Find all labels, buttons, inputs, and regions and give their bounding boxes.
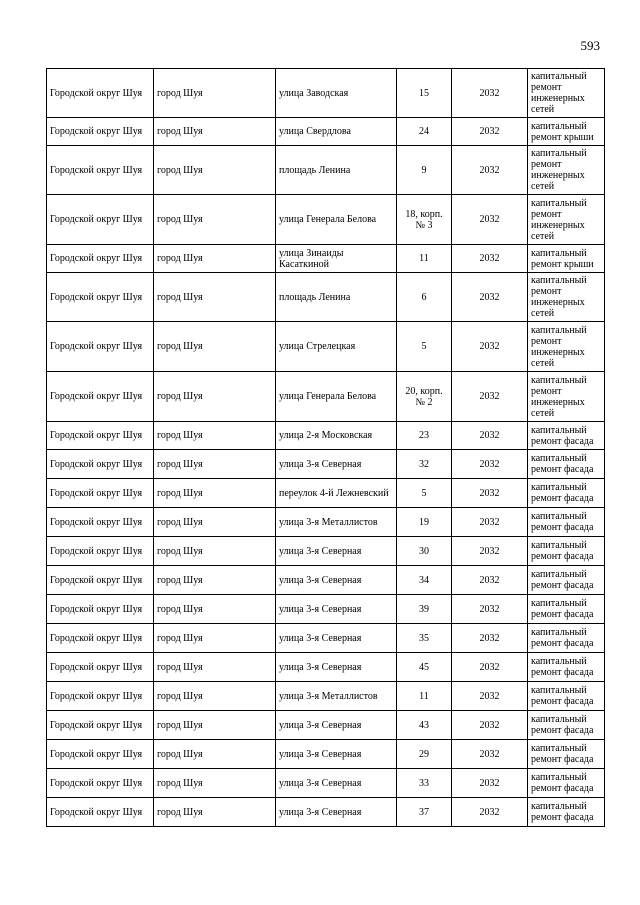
table-row	[47, 711, 605, 740]
table-row	[47, 740, 605, 769]
locality-cell: город Шуя	[154, 479, 276, 508]
work-type-cell: капитальный ремонт фасада	[528, 537, 605, 566]
locality-cell: город Шуя	[154, 450, 276, 479]
table-row	[47, 624, 605, 653]
year-cell: 2032	[452, 740, 528, 769]
district-cell: Городской округ Шуя	[47, 711, 154, 740]
locality-cell: город Шуя	[154, 118, 276, 146]
work-type-cell: капитальный ремонт крыши	[528, 118, 605, 146]
house-number-cell: 23	[397, 422, 452, 450]
locality-cell: город Шуя	[154, 740, 276, 769]
table-row	[47, 566, 605, 595]
year-cell: 2032	[452, 372, 528, 422]
street-cell: улица 2-я Московская	[276, 422, 397, 450]
street-cell: улица 3-я Северная	[276, 624, 397, 653]
table-row	[47, 69, 605, 118]
year-cell: 2032	[452, 566, 528, 595]
district-cell: Городской округ Шуя	[47, 595, 154, 624]
work-type-cell: капитальный ремонт фасада	[528, 422, 605, 450]
street-cell: улица 3-я Северная	[276, 769, 397, 798]
house-number-cell: 19	[397, 508, 452, 537]
street-cell: улица 3-я Северная	[276, 595, 397, 624]
street-cell: площадь Ленина	[276, 146, 397, 195]
house-number-cell: 5	[397, 322, 452, 372]
district-cell: Городской округ Шуя	[47, 479, 154, 508]
year-cell: 2032	[452, 508, 528, 537]
work-type-cell: капитальный ремонт фасада	[528, 508, 605, 537]
house-number-cell: 9	[397, 146, 452, 195]
year-cell: 2032	[452, 273, 528, 322]
district-cell: Городской округ Шуя	[47, 422, 154, 450]
work-type-cell: капитальный ремонт фасада	[528, 711, 605, 740]
work-type-cell: капитальный ремонт инженерных сетей	[528, 146, 605, 195]
street-cell: переулок 4-й Лежневский	[276, 479, 397, 508]
year-cell: 2032	[452, 595, 528, 624]
house-number-cell: 34	[397, 566, 452, 595]
year-cell: 2032	[452, 682, 528, 711]
locality-cell: город Шуя	[154, 537, 276, 566]
year-cell: 2032	[452, 195, 528, 245]
street-cell: улица 3-я Северная	[276, 566, 397, 595]
district-cell: Городской округ Шуя	[47, 322, 154, 372]
work-type-cell: капитальный ремонт инженерных сетей	[528, 372, 605, 422]
year-cell: 2032	[452, 479, 528, 508]
street-cell: улица 3-я Северная	[276, 711, 397, 740]
district-cell: Городской округ Шуя	[47, 769, 154, 798]
year-cell: 2032	[452, 653, 528, 682]
district-cell: Городской округ Шуя	[47, 508, 154, 537]
house-number-cell: 11	[397, 245, 452, 273]
locality-cell: город Шуя	[154, 595, 276, 624]
table-row	[47, 146, 605, 195]
district-cell: Городской округ Шуя	[47, 245, 154, 273]
district-cell: Городской округ Шуя	[47, 118, 154, 146]
house-number-cell: 37	[397, 798, 452, 827]
table-row	[47, 245, 605, 273]
repair-schedule-table	[46, 68, 605, 827]
street-cell: улица 3-я Северная	[276, 450, 397, 479]
house-number-cell: 24	[397, 118, 452, 146]
work-type-cell: капитальный ремонт фасада	[528, 450, 605, 479]
district-cell: Городской округ Шуя	[47, 450, 154, 479]
house-number-cell: 45	[397, 653, 452, 682]
locality-cell: город Шуя	[154, 508, 276, 537]
year-cell: 2032	[452, 118, 528, 146]
house-number-cell: 29	[397, 740, 452, 769]
table-row	[47, 372, 605, 422]
table-row	[47, 422, 605, 450]
district-cell: Городской округ Шуя	[47, 624, 154, 653]
year-cell: 2032	[452, 422, 528, 450]
work-type-cell: капитальный ремонт фасада	[528, 566, 605, 595]
year-cell: 2032	[452, 69, 528, 118]
table-body	[47, 69, 605, 827]
house-number-cell: 20, корп. № 2	[397, 372, 452, 422]
district-cell: Городской округ Шуя	[47, 566, 154, 595]
locality-cell: город Шуя	[154, 769, 276, 798]
table-row	[47, 195, 605, 245]
district-cell: Городской округ Шуя	[47, 653, 154, 682]
district-cell: Городской округ Шуя	[47, 537, 154, 566]
table-row	[47, 798, 605, 827]
district-cell: Городской округ Шуя	[47, 195, 154, 245]
locality-cell: город Шуя	[154, 624, 276, 653]
table-row	[47, 682, 605, 711]
work-type-cell: капитальный ремонт фасада	[528, 624, 605, 653]
work-type-cell: капитальный ремонт фасада	[528, 740, 605, 769]
house-number-cell: 43	[397, 711, 452, 740]
locality-cell: город Шуя	[154, 273, 276, 322]
locality-cell: город Шуя	[154, 566, 276, 595]
locality-cell: город Шуя	[154, 682, 276, 711]
street-cell: улица 3-я Северная	[276, 653, 397, 682]
street-cell: улица 3-я Металлистов	[276, 508, 397, 537]
table-row	[47, 508, 605, 537]
table-row	[47, 537, 605, 566]
street-cell: площадь Ленина	[276, 273, 397, 322]
district-cell: Городской округ Шуя	[47, 273, 154, 322]
district-cell: Городской округ Шуя	[47, 682, 154, 711]
work-type-cell: капитальный ремонт фасада	[528, 798, 605, 827]
year-cell: 2032	[452, 322, 528, 372]
street-cell: улица Зинаиды Касаткиной	[276, 245, 397, 273]
street-cell: улица Генерала Белова	[276, 195, 397, 245]
locality-cell: город Шуя	[154, 69, 276, 118]
street-cell: улица Генерала Белова	[276, 372, 397, 422]
work-type-cell: капитальный ремонт фасада	[528, 595, 605, 624]
locality-cell: город Шуя	[154, 195, 276, 245]
street-cell: улица 3-я Металлистов	[276, 682, 397, 711]
work-type-cell: капитальный ремонт инженерных сетей	[528, 273, 605, 322]
street-cell: улица Свердлова	[276, 118, 397, 146]
street-cell: улица Стрелецкая	[276, 322, 397, 372]
district-cell: Городской округ Шуя	[47, 798, 154, 827]
year-cell: 2032	[452, 245, 528, 273]
table-row	[47, 322, 605, 372]
house-number-cell: 30	[397, 537, 452, 566]
locality-cell: город Шуя	[154, 146, 276, 195]
table-row	[47, 118, 605, 146]
house-number-cell: 39	[397, 595, 452, 624]
year-cell: 2032	[452, 711, 528, 740]
locality-cell: город Шуя	[154, 798, 276, 827]
year-cell: 2032	[452, 624, 528, 653]
table-row	[47, 653, 605, 682]
table-row	[47, 769, 605, 798]
year-cell: 2032	[452, 146, 528, 195]
year-cell: 2032	[452, 798, 528, 827]
work-type-cell: капитальный ремонт фасада	[528, 653, 605, 682]
house-number-cell: 33	[397, 769, 452, 798]
house-number-cell: 11	[397, 682, 452, 711]
year-cell: 2032	[452, 537, 528, 566]
work-type-cell: капитальный ремонт инженерных сетей	[528, 322, 605, 372]
work-type-cell: капитальный ремонт инженерных сетей	[528, 195, 605, 245]
house-number-cell: 32	[397, 450, 452, 479]
table-row	[47, 479, 605, 508]
district-cell: Городской округ Шуя	[47, 740, 154, 769]
year-cell: 2032	[452, 450, 528, 479]
street-cell: улица 3-я Северная	[276, 740, 397, 769]
table-row	[47, 450, 605, 479]
district-cell: Городской округ Шуя	[47, 69, 154, 118]
locality-cell: город Шуя	[154, 653, 276, 682]
house-number-cell: 5	[397, 479, 452, 508]
locality-cell: город Шуя	[154, 711, 276, 740]
street-cell: улица 3-я Северная	[276, 798, 397, 827]
district-cell: Городской округ Шуя	[47, 372, 154, 422]
house-number-cell: 15	[397, 69, 452, 118]
street-cell: улица 3-я Северная	[276, 537, 397, 566]
street-cell: улица Заводская	[276, 69, 397, 118]
locality-cell: город Шуя	[154, 245, 276, 273]
work-type-cell: капитальный ремонт крыши	[528, 245, 605, 273]
table-row	[47, 595, 605, 624]
table-row	[47, 273, 605, 322]
house-number-cell: 18, корп. № 3	[397, 195, 452, 245]
locality-cell: город Шуя	[154, 322, 276, 372]
house-number-cell: 6	[397, 273, 452, 322]
work-type-cell: капитальный ремонт инженерных сетей	[528, 69, 605, 118]
locality-cell: город Шуя	[154, 422, 276, 450]
year-cell: 2032	[452, 769, 528, 798]
house-number-cell: 35	[397, 624, 452, 653]
district-cell: Городской округ Шуя	[47, 146, 154, 195]
page-number: 593	[580, 38, 600, 53]
work-type-cell: капитальный ремонт фасада	[528, 769, 605, 798]
work-type-cell: капитальный ремонт фасада	[528, 479, 605, 508]
work-type-cell: капитальный ремонт фасада	[528, 682, 605, 711]
locality-cell: город Шуя	[154, 372, 276, 422]
